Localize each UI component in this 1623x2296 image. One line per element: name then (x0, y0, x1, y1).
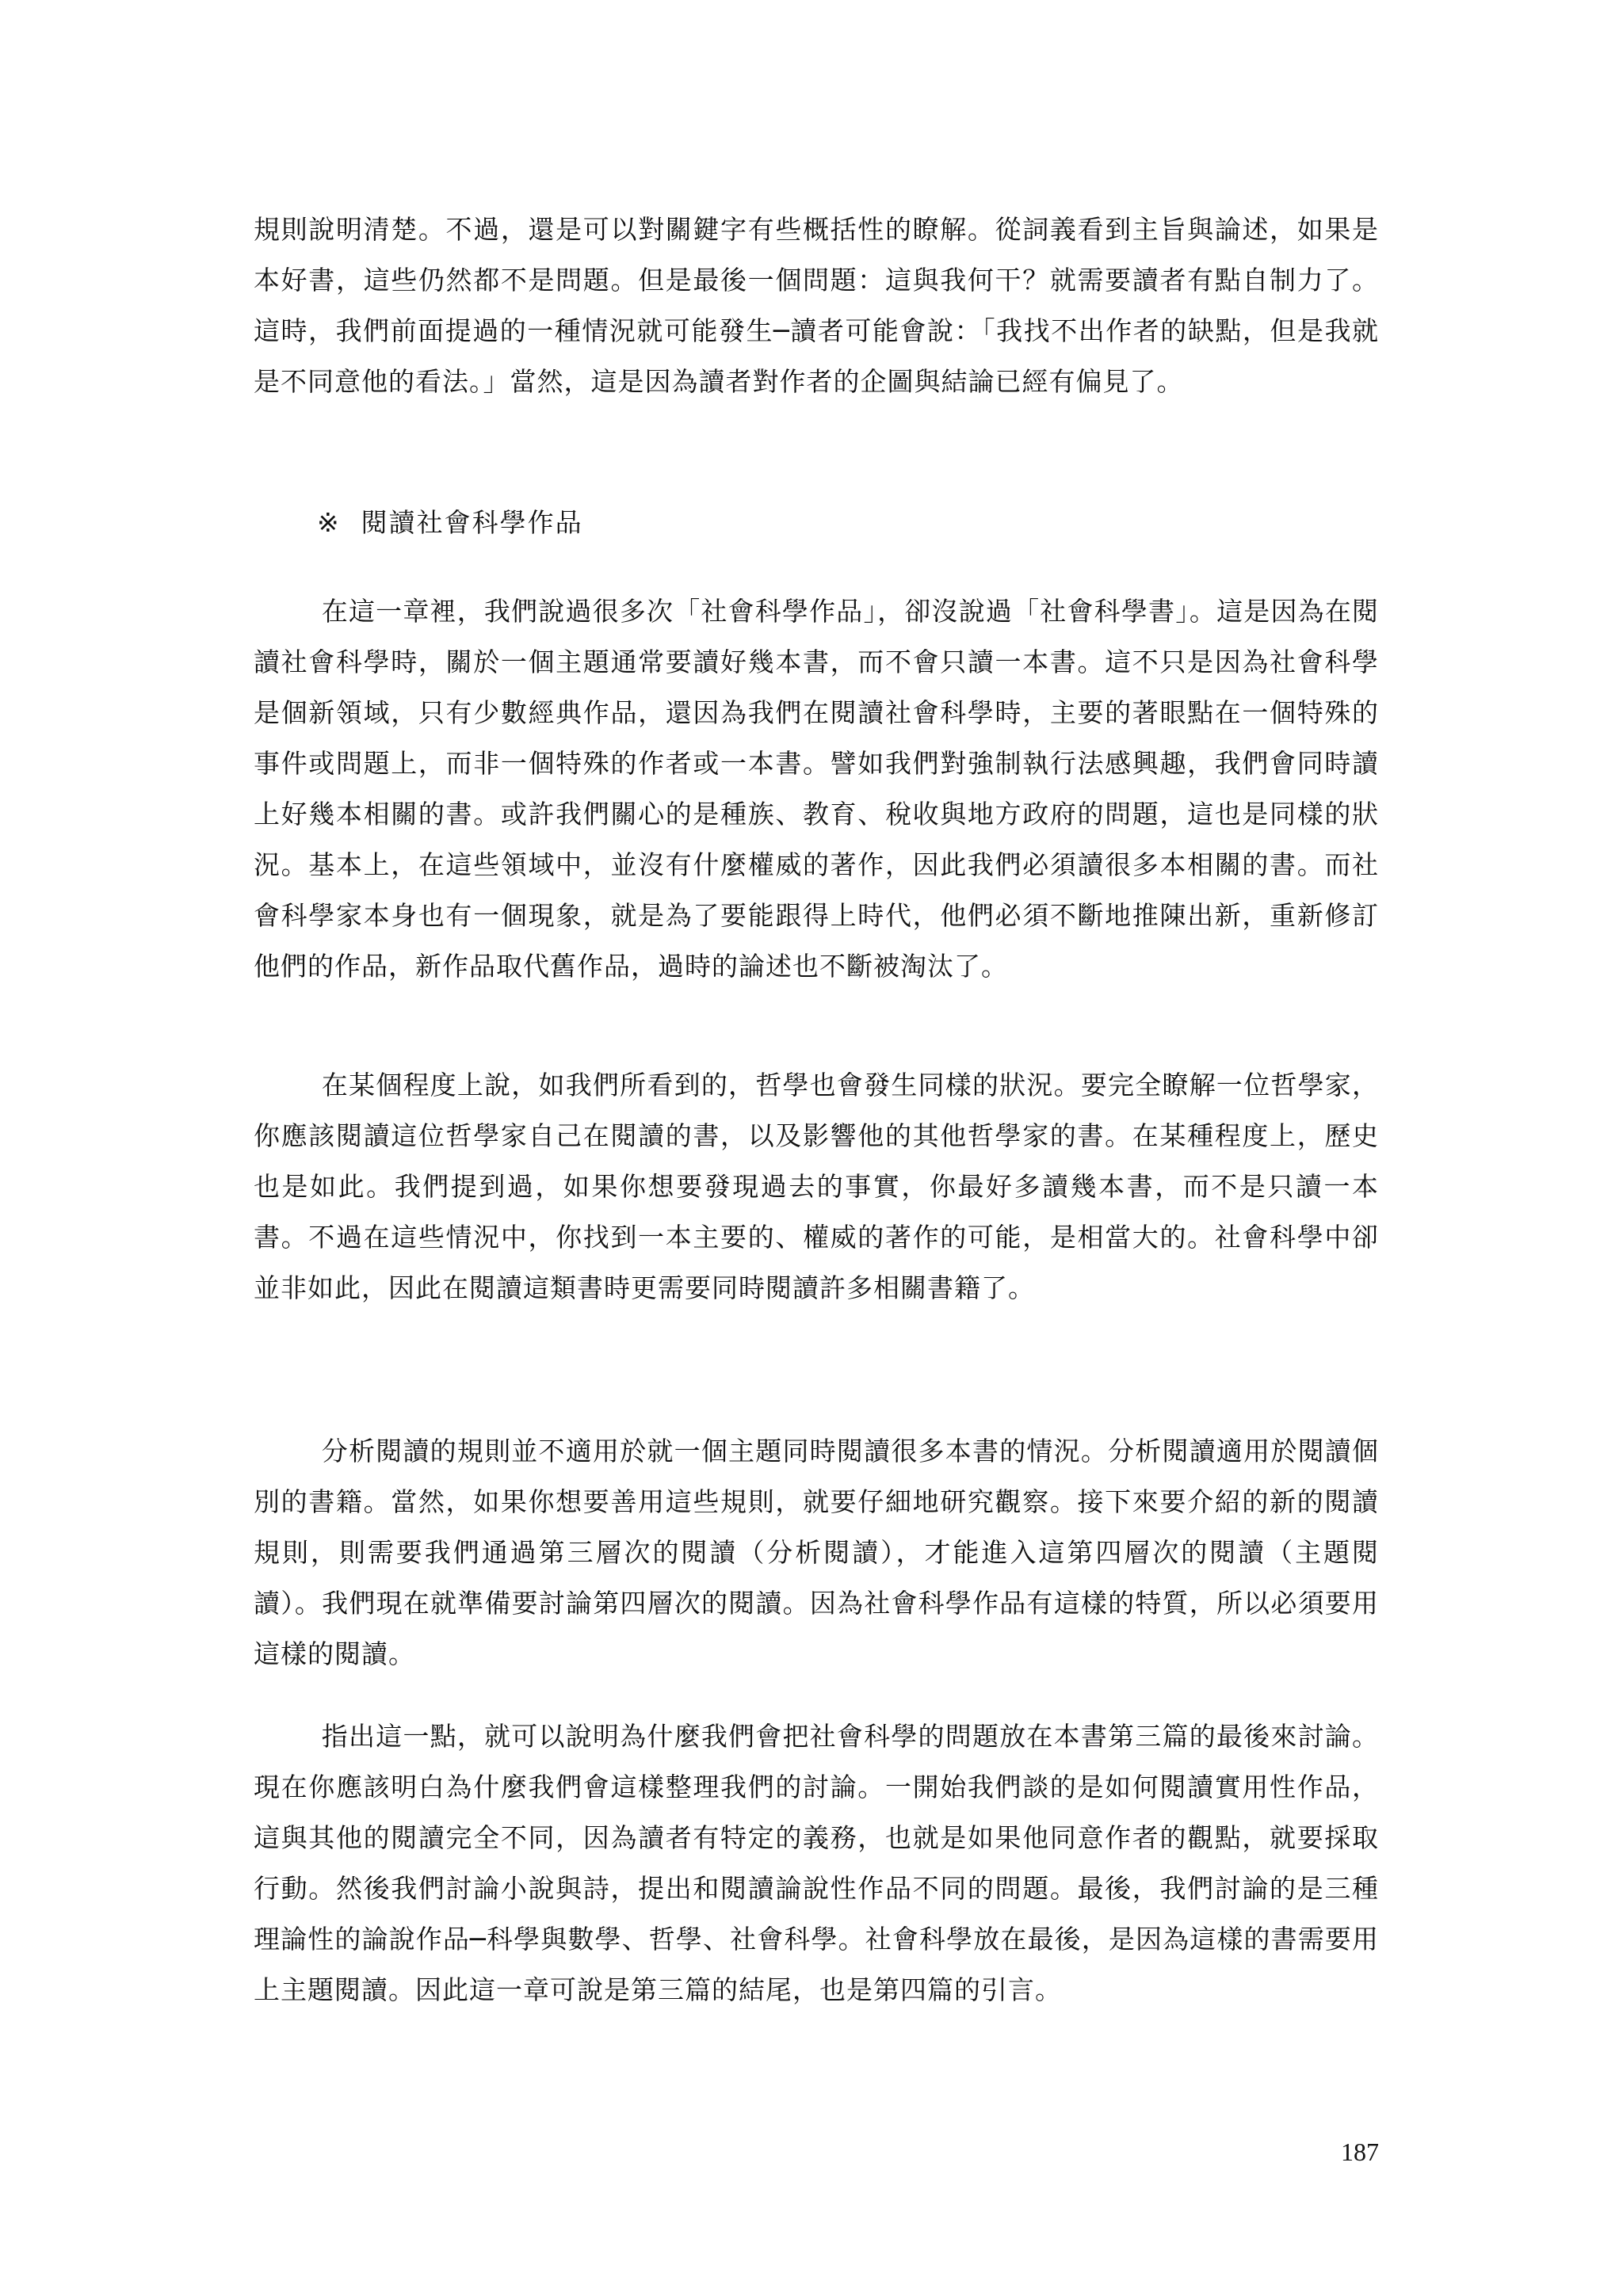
section-title: 閱讀社會科學作品 (361, 507, 583, 538)
paragraph-2: 在這一章裡，我們說過很多次「社會科學作品」，卻沒說過「社會科學書」。這是因為在閱讀社會科學時，關於一個主題通常要讀好幾本書，而不會只讀一本書。這不只是因為社會科學是個新領域，只有少數經典作品，還因為我們在閱讀社會科學時，主要的著眼點在一個特殊的事件或問題上，而非一個特殊的作者或一本書。譬如我們對強制執行法感興趣，我們會同時讀上好幾本相關的書。或許我們關心的是種族、教育、稅收與地方政府的問題，這也是同樣的狀況。基本上，在這些領域中，並沒有什麼權威的著作，因此我們必須讀很多本相關的書。而社會科學家本身也有一個現象，就是為了要能跟得上時代，他們必須不斷地推陳出新，重新修訂他們的作品，新作品取代舊作品，過時的論述也不斷被淘汰了。 (254, 596, 1379, 982)
paragraph-1: 規則說明清楚。不過，還是可以對關鍵字有些概括性的瞭解。從詞義看到主旨與論述，如果是本好書，這些仍然都不是問題。但是最後一個問題：這與我何干？就需要讀者有點自制力了。這時，我們前面提過的一種情況就可能發生─讀者可能會說：「我找不出作者的缺點，但是我就是不同意他的看法。」當然，這是因為讀者對作者的企圖與結論已經有偏見了。 (254, 214, 1379, 397)
paragraph-5: 指出這一點，就可以說明為什麼我們會把社會科學的問題放在本書第三篇的最後來討論。現在你應該明白為什麼我們會這樣整理我們的討論。一開始我們談的是如何閱讀實用性作品，這與其他的閱讀完全不同，因為讀者有特定的義務，也就是如果他同意作者的觀點，就要採取行動。然後我們討論小說與詩，提出和閱讀論說性作品不同的問題。最後，我們討論的是三種理論性的論說作品─科學與數學、哲學、社會科學。社會科學放在最後，是因為這樣的書需要用上主題閱讀。因此這一章可說是第三篇的結尾，也是第四篇的引言。 (254, 1721, 1379, 2005)
section-heading (317, 498, 583, 548)
paragraph-3: 在某個程度上說，如我們所看到的，哲學也會發生同樣的狀況。要完全瞭解一位哲學家，你應該閱讀這位哲學家自己在閱讀的書，以及影響他的其他哲學家的書。在某種程度上，歷史也是如此。我們提到過，如果你想要發現過去的事實，你最好多讀幾本書，而不是只讀一本書。不過在這些情況中，你找到一本主要的、權威的著作的可能，是相當大的。社會科學中卻並非如此，因此在閱讀這類書時更需要同時閱讀許多相關書籍了。 (254, 1070, 1379, 1303)
page-number: 187 (1341, 2138, 1379, 2166)
reference-mark-icon: ※ (317, 507, 341, 538)
paragraph-4: 分析閱讀的規則並不適用於就一個主題同時閱讀很多本書的情況。分析閱讀適用於閱讀個別的書籍。當然，如果你想要善用這些規則，就要仔細地研究觀察。接下來要介紹的新的閱讀規則，則需要我們通過第三層次的閱讀（分析閱讀），才能進入這第四層次的閱讀（主題閱讀）。我們現在就準備要討論第四層次的閱讀。因為社會科學作品有這樣的特質，所以必須要用這樣的閱讀。 (254, 1436, 1379, 1669)
